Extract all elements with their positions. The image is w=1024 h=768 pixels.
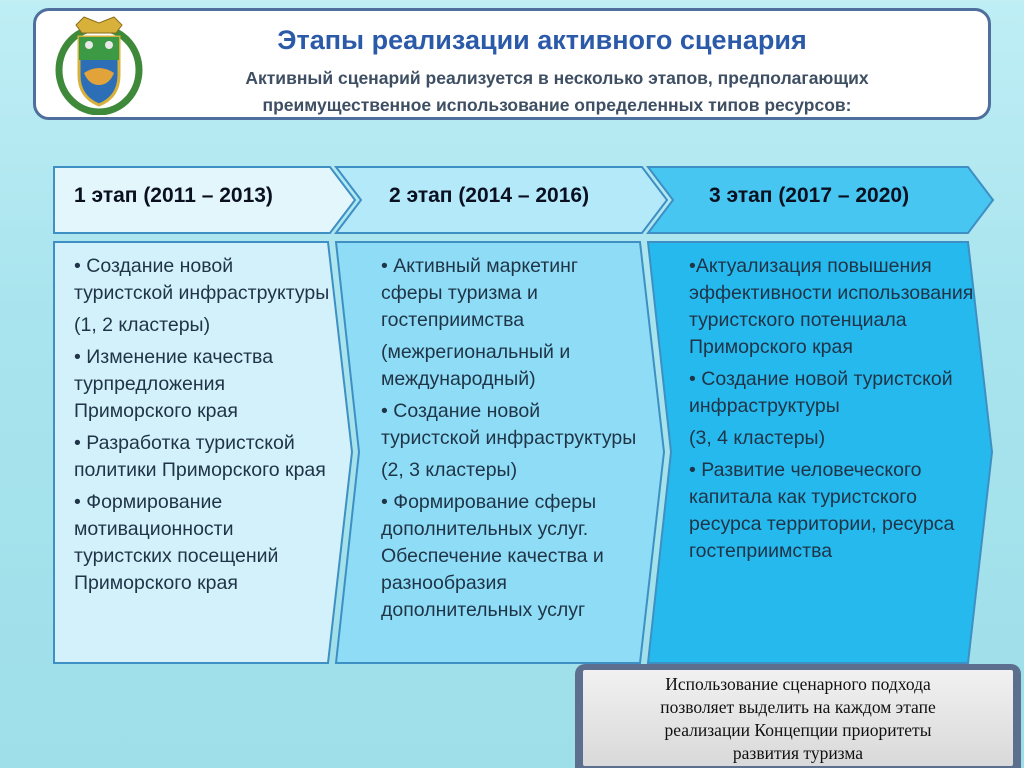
stage-2-label: 2 этап (2014 – 2016)	[389, 184, 590, 207]
stage-1-items	[74, 253, 336, 602]
stage-1-item: • Изменение качества турпредложения Приморского края	[74, 346, 274, 422]
stage-3-item: •Актуализация повышения эффективности использования туристского потенциала Приморского края	[689, 255, 974, 358]
note-line-1: Использование сценарного подхода	[665, 674, 931, 694]
note-line-3: реализации Концепции приоритеты	[664, 720, 932, 740]
page-title: Этапы реализации активного сценария	[277, 25, 807, 55]
stage-3-label: 3 этап (2017 – 2020)	[709, 184, 910, 207]
stage-3-item: • Развитие человеческого капитала как туристского ресурса территории, ресурса гостеприимства	[689, 459, 955, 562]
stage-3-item: (3, 4 кластеры)	[689, 427, 826, 449]
stage-2-item: • Активный маркетинг сферы туризма и гостеприимства	[381, 255, 579, 331]
stage-1-item: (1, 2 кластеры)	[74, 314, 211, 336]
stage-1-label: 1 этап (2011 – 2013)	[74, 184, 273, 207]
note-box	[575, 664, 1021, 768]
stage-2-item: (межрегиональный и международный)	[381, 341, 571, 390]
stage-3-items	[689, 253, 977, 570]
stage-2-items	[381, 253, 643, 629]
note-line-2: позволяет выделить на каждом этапе	[660, 697, 936, 717]
note-line-4: развития туризма	[732, 743, 864, 763]
note-text	[583, 670, 1013, 766]
stage-1-item: • Разработка туристской политики Приморского края	[74, 432, 326, 481]
subtitle-line-1: Активный сценарий реализуется в несколько этапов, предполагающих	[245, 68, 869, 88]
subtitle-line-2: преимущественное использование определенных типов ресурсов:	[262, 95, 852, 115]
stage-3-item: • Создание новой туристской инфраструктуры	[689, 368, 953, 417]
stage-2-item: (2, 3 кластеры)	[381, 459, 518, 481]
stage-2-item: • Создание новой туристской инфраструктуры	[381, 400, 637, 449]
stage-2-item: • Формирование сферы дополнительных услуг. Обеспечение качества и разнообразия дополнительных услуг	[381, 491, 604, 621]
stage-1-item: • Формирование мотивационности туристских посещений Приморского края	[74, 491, 279, 594]
stage-1-item: • Создание новой туристской инфраструктуры	[74, 255, 330, 304]
